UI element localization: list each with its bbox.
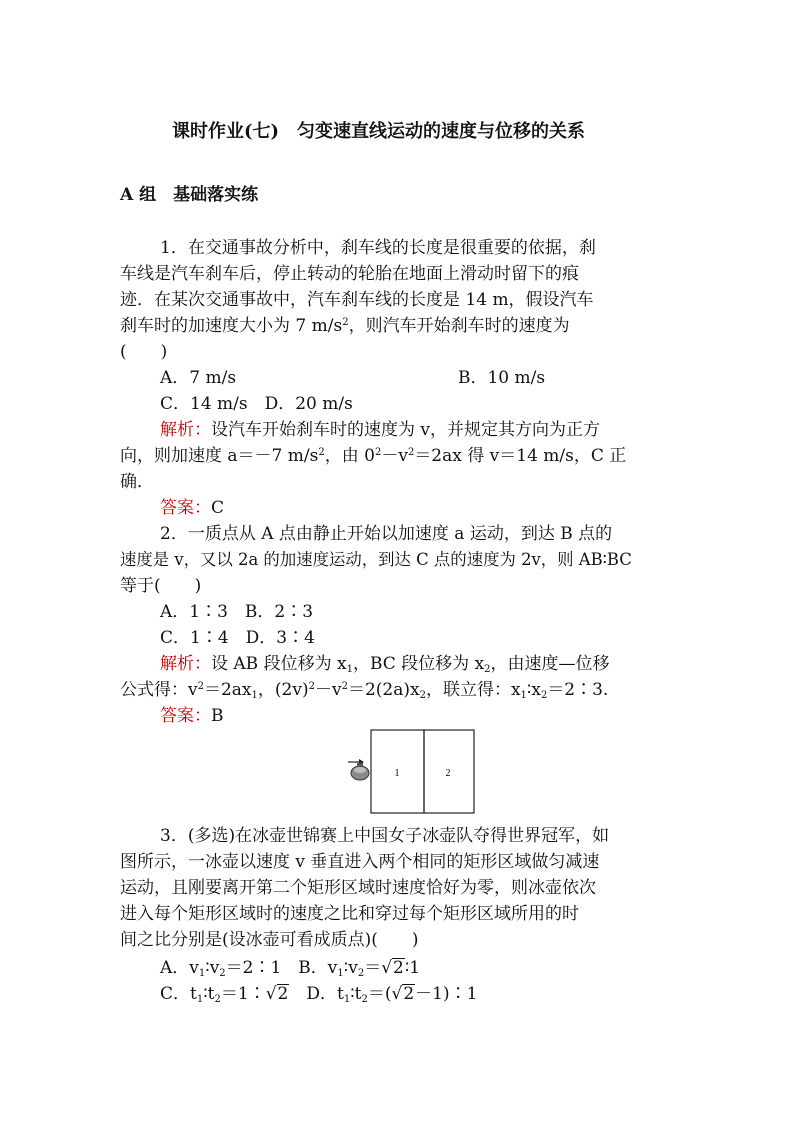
subscript: 1 [251, 690, 258, 701]
text: ＝ [364, 958, 382, 978]
text: －v [381, 446, 408, 466]
text: D．t [289, 984, 344, 1004]
text: ∶v [343, 958, 358, 978]
answer-value: C [211, 498, 225, 518]
subscript: 1 [346, 664, 353, 675]
q1-analysis-line-3: 确． [120, 472, 154, 492]
section-heading: A 组 基础落实练 [120, 185, 259, 205]
text: ∶x [526, 680, 541, 700]
q1-answer-blank: ( ) [120, 342, 168, 362]
q2-option-ab: A．1∶3 B．2∶3 [160, 602, 314, 622]
text: ∶v [205, 958, 220, 978]
superscript: 2 [374, 447, 382, 458]
text: A．v [160, 958, 199, 978]
q2-option-cd: C．1∶4 D．3∶4 [160, 628, 315, 648]
q1-answer [160, 496, 224, 520]
subscript: 1 [198, 968, 206, 979]
q1-analysis-line-1 [160, 418, 600, 442]
q3-line-2: 图所示，一冰壶以速度 v 垂直进入两个相同的矩形区域做匀减速 [120, 852, 600, 872]
analysis-label: 解析： [160, 420, 211, 440]
q3-line-3: 运动，且刚要离开第二个矩形区域时速度恰好为零，则冰壶依次 [120, 878, 596, 898]
q1-analysis-line-2 [120, 444, 626, 468]
text: ，(2v) [257, 680, 309, 700]
subscript: 2 [361, 994, 368, 1005]
sqrt-radicand: 2 [393, 958, 404, 978]
text: 设汽车开始刹车时的速度为 v，并规定其方向为正方 [211, 420, 601, 440]
text: ∶t [350, 984, 362, 1004]
curling-stone-icon [348, 759, 369, 780]
q1-option-cd: C．14 m/s D．20 m/s [160, 394, 353, 414]
region-1-label: 1 [394, 768, 400, 779]
subscript: 2 [357, 968, 365, 979]
subscript: 2 [540, 690, 548, 701]
text: 设 AB 段位移为 x [211, 654, 347, 674]
text: ＝2∶3. [547, 680, 609, 700]
q2-analysis-line-1 [160, 652, 610, 676]
text: ＝2ax 得 v＝14 m/s，C 正 [414, 446, 627, 466]
subscript: 1 [343, 994, 351, 1005]
q3-line-1: 3．(多选)在冰壶世锦赛上中国女子冰壶队夺得世界冠军，如 [160, 826, 610, 846]
q1-line-4 [120, 314, 570, 338]
superscript: 2 [342, 317, 349, 328]
text: ＝2∶1 B．v [225, 958, 338, 978]
page-title: 课时作业(七) 匀变速直线运动的速度与位移的关系 [172, 121, 586, 142]
text: C．t [160, 984, 197, 1004]
text: －v [314, 680, 342, 700]
sqrt-sign: √ [265, 984, 277, 1004]
q2-line-1: 2．一质点从 A 点由静止开始以加速度 a 运动，到达 B 点的 [160, 524, 613, 544]
q3-option-ab [160, 956, 420, 980]
text: ，BC 段位移为 x [352, 654, 485, 674]
q2-line-2: 速度是 v，又以 2a 的加速度运动，到达 C 点的速度为 2v，则 AB∶BC [120, 550, 632, 569]
text: ＝( [367, 984, 392, 1004]
sqrt-sign: √ [391, 984, 403, 1004]
subscript: 2 [214, 994, 221, 1005]
text: 刹车时的加速度大小为 7 m/s [120, 316, 343, 336]
text: ∶t [203, 984, 215, 1004]
sqrt-radicand: 2 [277, 984, 289, 1004]
text: －1)∶1 [415, 984, 478, 1004]
subscript: 1 [520, 690, 527, 701]
q3-line-4: 进入每个矩形区域时的速度之比和穿过每个矩形区域所用的时 [120, 904, 579, 924]
q3-line-5: 间之比分别是(设冰壶可看成质点)( ) [120, 930, 419, 950]
curling-figure [344, 728, 480, 816]
text: ＝2ax [203, 680, 252, 700]
subscript: 1 [337, 968, 344, 979]
sqrt-sign: √ [381, 958, 393, 978]
answer-value: B [211, 706, 224, 726]
subscript: 2 [419, 690, 426, 701]
analysis-label: 解析： [160, 654, 211, 674]
subscript: 2 [484, 664, 491, 675]
text: 向，则加速度 a＝－7 m/s [120, 446, 319, 466]
superscript: 2 [318, 447, 325, 458]
subscript: 1 [196, 994, 204, 1005]
text: ∶1 [404, 958, 421, 978]
sqrt-radicand: 2 [403, 984, 415, 1004]
text: ，由 0 [324, 446, 375, 466]
superscript: 2 [341, 681, 348, 692]
q1-line-3: 迹．在某次交通事故中，汽车刹车线的长度是 14 m，假设汽车 [120, 290, 594, 310]
q1-option-a: A．7 m/s [160, 368, 237, 388]
q1-line-2: 车线是汽车刹车后，停止转动的轮胎在地面上滑动时留下的痕 [120, 264, 579, 284]
text: ，则汽车开始刹车时的速度为 [348, 316, 570, 336]
subscript: 2 [219, 968, 226, 979]
answer-label: 答案： [160, 706, 211, 726]
q1-option-b: B．10 m/s [458, 368, 546, 388]
text: ＝2(2a)x [347, 680, 420, 700]
text: ，联立得：x [425, 680, 521, 700]
text: ，由速度—位移 [490, 654, 610, 674]
q3-option-cd [160, 982, 477, 1006]
superscript: 2 [407, 447, 415, 458]
superscript: 2 [197, 681, 204, 692]
q2-answer [160, 704, 224, 728]
region-2-label: 2 [445, 768, 451, 779]
superscript: 2 [308, 681, 315, 692]
text: 公式得：v [120, 680, 198, 700]
q2-analysis-line-2 [120, 678, 608, 702]
answer-label: 答案： [160, 498, 211, 518]
q1-line-1: 1．在交通事故分析中，刹车线的长度是很重要的依据，刹 [160, 238, 596, 258]
text: ＝1∶ [220, 984, 266, 1004]
q2-line-3: 等于( ) [120, 576, 202, 596]
